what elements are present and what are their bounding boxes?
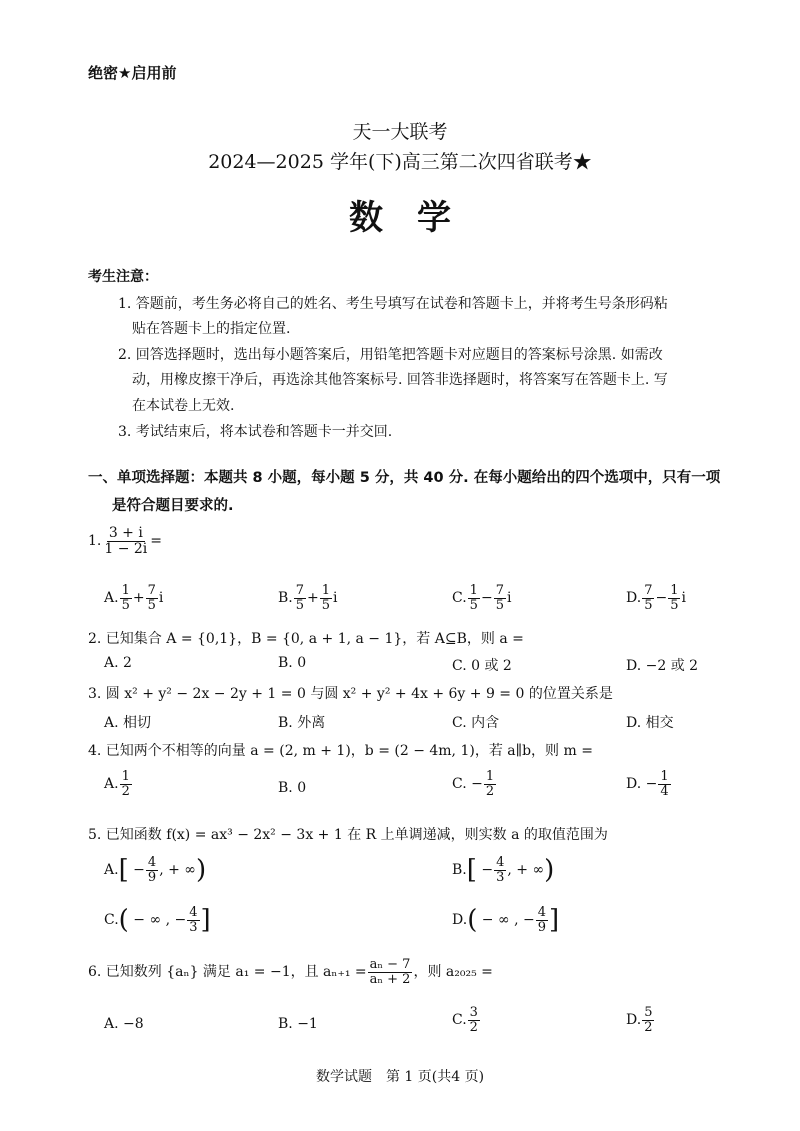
q4-option-d — [626, 770, 672, 798]
section1-line-1: 一、单项选择题：本题共 8 小题，每小题 5 分，共 40 分. 在每小题给出的四个选项中，只有一项 — [88, 470, 721, 486]
fraction — [668, 584, 680, 612]
q6-stem-part-1: 6. 已知数列 {aₙ} 满足 a₁ = −1，且 aₙ₊₁ = — [88, 964, 367, 981]
numerator: 3 — [469, 1005, 478, 1020]
fraction — [484, 770, 496, 798]
denominator: 5 — [321, 597, 331, 613]
denominator: 5 — [295, 597, 305, 613]
denominator: 9 — [537, 919, 547, 935]
suffix: , + ∞ — [507, 862, 545, 879]
right-bracket: ] — [200, 905, 211, 936]
q6-option-d — [626, 1006, 655, 1034]
q5-option-a — [104, 856, 206, 884]
q6-option-b: B. −1 — [278, 1016, 318, 1032]
q4-option-a — [104, 770, 133, 798]
q3-option-c: C. 内含 — [452, 715, 500, 731]
option-label: B. — [452, 862, 467, 879]
option-label: B. — [278, 590, 293, 607]
q4-option-b: B. 0 — [278, 780, 307, 796]
q2-option-d: D. −2 或 2 — [626, 658, 699, 674]
q3-option-a: A. 相切 — [104, 715, 152, 731]
fraction — [120, 584, 132, 612]
prefix: − ∞ , − — [133, 912, 187, 929]
q5-option-b — [452, 856, 554, 884]
denominator: 2 — [121, 783, 130, 799]
q1-stem — [88, 526, 162, 556]
q1-option-a — [104, 584, 163, 612]
denominator: 4 — [660, 783, 669, 799]
subject-title: 数 学 — [349, 198, 451, 238]
fraction — [494, 856, 506, 884]
denominator: 5 — [121, 597, 130, 613]
left-bracket: [ — [466, 855, 477, 886]
fraction — [642, 584, 654, 612]
q4-stem: 4. 已知两个不相等的向量 a = (2, m + 1)，b = (2 − 4m, 1)，若 a∥b，则 m = — [88, 743, 593, 759]
option-label: D. — [626, 590, 642, 607]
prefix: − ∞ , − — [481, 912, 535, 929]
numerator: 1 — [469, 583, 478, 598]
secret-label: 绝密★启用前 — [88, 64, 177, 82]
q5-stem: 5. 已知函数 f(x) = ax³ − 2x² − 3x + 1 在 R 上单调递减，则实数 a 的取值范围为 — [88, 827, 608, 843]
operator: + — [307, 590, 319, 607]
notice-item-2-line-1: 2. 回答选择题时，选出每小题答案后，用铅笔把答题卡对应题目的答案标号涂黑. 如需改 — [118, 347, 663, 363]
left-bracket: ( — [118, 905, 129, 936]
numerator: 1 — [321, 583, 331, 598]
fraction — [658, 770, 670, 798]
sign: − — [471, 776, 483, 793]
q6-stem-part-2: ，则 a₂₀₂₅ = — [413, 964, 493, 981]
denominator: 2 — [469, 1019, 478, 1035]
prefix: − — [481, 862, 494, 879]
option-label: D. — [626, 776, 642, 793]
fraction — [494, 584, 506, 612]
notice-item-1-line-1: 1. 答题前，考生务必将自己的姓名、考生号填写在试卷和答题卡上，并将考生号条形码粘 — [118, 296, 668, 312]
notice-item-2-line-3: 在本试卷上无效. — [132, 398, 235, 414]
operator: + — [132, 590, 145, 607]
fraction — [536, 906, 548, 934]
q1-number: 1. — [88, 533, 102, 550]
left-bracket: [ — [118, 855, 129, 886]
q3-option-d: D. 相交 — [626, 715, 674, 731]
numerator: 1 — [121, 769, 130, 784]
q1-option-d — [626, 584, 686, 612]
denominator: 3 — [496, 869, 505, 885]
right-bracket: ] — [549, 905, 560, 936]
numerator: 5 — [644, 1005, 653, 1020]
denominator: 2 — [644, 1019, 653, 1035]
section1-line-2: 是符合题目要求的. — [112, 498, 234, 514]
q3-stem: 3. 圆 x² + y² − 2x − 2y + 1 = 0 与圆 x² + y² + 4x + 6y + 9 = 0 的位置关系是 — [88, 686, 613, 702]
prefix: − — [133, 862, 145, 879]
q1-equals: = — [150, 533, 163, 550]
denominator: 5 — [469, 597, 478, 613]
q2-option-c: C. 0 或 2 — [452, 658, 512, 674]
q1-option-b — [278, 584, 338, 612]
q4-option-c — [452, 770, 497, 798]
denominator: 5 — [147, 597, 156, 613]
q6-stem — [88, 958, 493, 986]
numerator: aₙ − 7 — [369, 957, 411, 972]
numerator: 7 — [644, 583, 653, 598]
left-bracket: ( — [467, 905, 478, 936]
option-label: A. — [104, 862, 119, 879]
notice-item-2-line-2: 动，用橡皮擦干净后，再选涂其他答案标号. 回答非选择题时，将答案写在答题卡上. 写 — [132, 372, 668, 388]
denominator: 5 — [644, 597, 653, 613]
numerator: 7 — [495, 583, 504, 598]
fraction — [294, 584, 306, 612]
notice-item-1-line-2: 贴在答题卡上的指定位置. — [132, 321, 291, 337]
notice-item-3: 3. 考试结束后，将本试卷和答题卡一并交回. — [118, 424, 393, 440]
fraction — [320, 584, 332, 612]
option-label: A. — [104, 776, 119, 793]
page-footer: 数学试题 第 1 页(共4 页) — [315, 1069, 485, 1085]
denominator: 5 — [495, 597, 504, 613]
numerator: 7 — [295, 583, 305, 598]
operator: − — [655, 590, 668, 607]
numerator: 4 — [537, 905, 547, 920]
fraction — [146, 856, 158, 884]
option-label: C. — [452, 590, 467, 607]
q6-option-c — [452, 1006, 481, 1034]
org-title: 天一大联考 — [352, 121, 448, 143]
fraction — [146, 584, 158, 612]
fraction — [468, 584, 480, 612]
numerator: 1 — [660, 769, 669, 784]
suffix: , + ∞ — [159, 862, 196, 879]
denominator: 3 — [189, 919, 198, 935]
right-bracket: ) — [544, 855, 555, 886]
notice-heading: 考生注意： — [88, 269, 158, 285]
q1-fraction-denominator: 1 − 2i — [104, 540, 148, 557]
q5-option-c — [104, 906, 211, 934]
q2-option-b: B. 0 — [278, 655, 307, 671]
operator: − — [480, 590, 493, 607]
numerator: 1 — [485, 769, 495, 784]
exam-title: 2024—2025 学年(下)高三第二次四省联考★ — [208, 151, 592, 173]
option-label: C. — [104, 912, 119, 929]
option-label: A. — [104, 590, 119, 607]
option-label: C. — [452, 1012, 467, 1029]
right-bracket: ) — [195, 855, 207, 886]
q1-fraction-numerator: 3 + i — [108, 525, 143, 541]
imaginary-unit: i — [158, 590, 164, 607]
fraction — [642, 1006, 654, 1034]
fraction — [468, 1006, 480, 1034]
fraction — [187, 906, 199, 934]
q3-option-b: B. 外离 — [278, 715, 326, 731]
imaginary-unit: i — [333, 590, 338, 607]
denominator: 9 — [147, 869, 157, 885]
option-label: D. — [626, 1012, 642, 1029]
numerator: 4 — [147, 855, 157, 870]
numerator: 1 — [670, 583, 679, 598]
q6-fraction — [368, 958, 413, 986]
q2-option-a: A. 2 — [104, 655, 132, 671]
sign: − — [645, 776, 658, 793]
numerator: 4 — [189, 905, 198, 920]
imaginary-unit: i — [506, 590, 512, 607]
denominator: 5 — [670, 597, 679, 613]
q1-fraction — [102, 526, 149, 556]
numerator: 1 — [121, 583, 130, 598]
denominator: 2 — [485, 783, 495, 799]
denominator: aₙ + 2 — [369, 971, 411, 987]
option-label: D. — [452, 912, 468, 929]
numerator: 4 — [496, 855, 505, 870]
q1-option-c — [452, 584, 511, 612]
imaginary-unit: i — [681, 590, 686, 607]
q2-stem: 2. 已知集合 A = {0,1}，B = {0, a + 1, a − 1}，若 A⊆B，则 a = — [88, 631, 524, 647]
fraction — [120, 770, 132, 798]
q6-option-a: A. −8 — [104, 1016, 144, 1032]
numerator: 7 — [147, 583, 156, 598]
q5-option-d — [452, 906, 559, 934]
option-label: C. — [452, 776, 467, 793]
